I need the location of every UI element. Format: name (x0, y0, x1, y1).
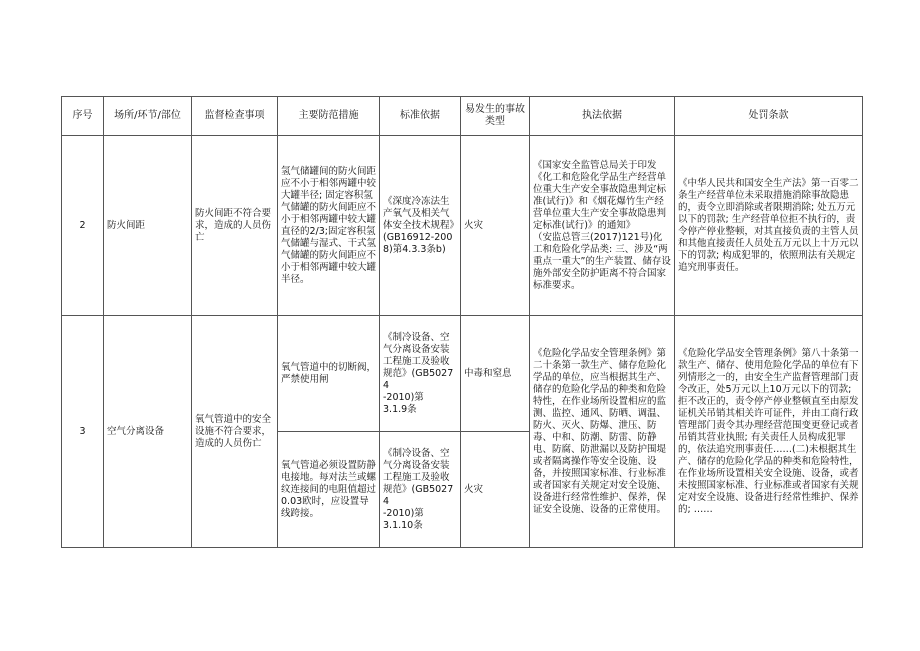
table-row (62, 136, 863, 316)
header-penalty: 处罚条款 (675, 97, 863, 136)
row-standard: 《深度冷冻法生产氧气及相关气体安全技术规程》(GB16912-2008)第4.3.3条b) (380, 136, 461, 316)
header-measures: 主要防范措施 (278, 97, 380, 136)
header-no: 序号 (62, 97, 104, 136)
header-accident: 易发生的事故类型 (461, 97, 530, 136)
header-item: 监督检查事项 (192, 97, 278, 136)
row-standard: 《制冷设备、空气分离设备安装工程施工及验收规范》(GB50274 -2010)第 3.1.10条 (380, 432, 461, 548)
row-accident: 火灾 (461, 432, 530, 548)
header-standard: 标准依据 (380, 97, 461, 136)
row-accident: 火灾 (461, 136, 530, 316)
row-item: 氧气管道中的安全设施不符合要求，造成的人员伤亡 (192, 316, 278, 548)
row-measures: 氧气管道中的切断阀，严禁使用闸 (278, 316, 380, 432)
table-row (62, 316, 863, 432)
header-law: 执法依据 (530, 97, 675, 136)
row-accident: 中毒和窒息 (461, 316, 530, 432)
row-place: 空气分离设备 (104, 316, 192, 548)
row-no: 3 (62, 316, 104, 548)
row-law: 《危险化学品安全管理条例》第二十条第一款生产、储存危险化学品的单位，应当根据其生产、储存的危险化学品的种类和危险特性，在作业场所设置相应的监测、监控、通风、防晒、调温、防火、灭火、防爆、泄压、防毒、中和、防潮、防雷、防静电、防腐、防泄漏以及防护围堤或者隔离操作等安全设施、设备，并按照国家标准、行业标准或者国家有关规定对安全设施、设备进行经常性维护、保养，保证安全设施、设备的正常使用。 (530, 316, 675, 548)
row-measures: 氢气储罐间的防火间距应不小于相邻两罐中较大罐半径; 固定容积氢气储罐的防火间距应不小于相邻两罐中较大罐直径的2/3;固定容积氢气储罐与湿式、干式氢气储罐的防火间距应不小于相邻两罐中较大罐半径。 (278, 136, 380, 316)
row-law: 《国家安全监管总局关于印发《化工和危险化学品生产经营单位重大生产安全事故隐患判定标准(试行)》和《烟花爆竹生产经营单位重大生产安全事故隐患判定标准(试行)》的通知》 （安监总管三(2017)121号)化工和危险化学品类: 三、涉及“两重点一重大”的生产装置、储存设施外部安全防护距离不符合国家标准要求。 (530, 136, 675, 316)
row-place: 防火间距 (104, 136, 192, 316)
row-standard: 《制冷设备、空气分离设备安装工程施工及验收规范》(GB50274 -2010)第 3.1.9条 (380, 316, 461, 432)
row-item: 防火间距不符合要求，造成的人员伤亡 (192, 136, 278, 316)
row-penalty: 《中华人民共和国安全生产法》第一百零二条生产经营单位未采取措施消除事故隐患的，责令立即消除或者限期消除; 处五万元以下的罚款; 生产经营单位拒不执行的，责令停产停业整顿，对其直接负责的主管人员和其他直接责任人员处五万元以上十万元以下的罚款; 构成犯罪的，依照刑法有关规定追究刑事责任。 (675, 136, 863, 316)
inspection-table (61, 96, 863, 548)
header-place: 场所/环节/部位 (104, 97, 192, 136)
header-row (62, 97, 863, 136)
row-measures: 氧气管道必须设置防静电接地。每对法兰或螺纹连接间的电阻值超过0.03欧时，应设置导线跨接。 (278, 432, 380, 548)
row-no: 2 (62, 136, 104, 316)
row-penalty: 《危险化学品安全管理条例》第八十条第一款生产、储存、使用危险化学品的单位有下列情形之一的，由安全生产监督管理部门责令改正，处5万元以上10万元以下的罚款; 拒不改正的，责令停产停业整顿直至由原发证机关吊销其相关许可证件，并由工商行政管理部门责令其办理经营范围变更登记或者吊销其营业执照; 有关责任人员构成犯罪的，依法追究刑事责任……(二)未根据其生产、储存的危险化学品的种类和危险特性，在作业场所设置相关安全设施、设备，或者未按照国家标准、行业标准或者国家有关规定对安全设施、设备进行经常性维护、保养的; …… (675, 316, 863, 548)
